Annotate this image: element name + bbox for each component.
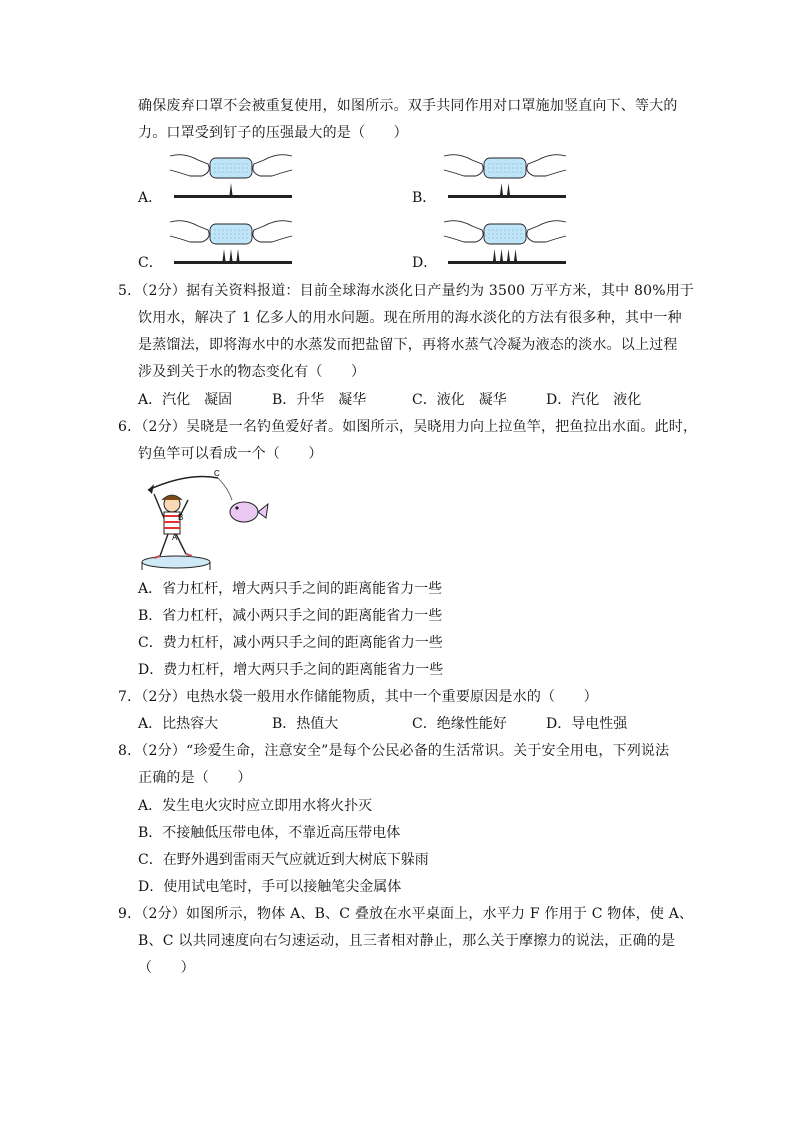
q5-option-a: A．汽化 凝固	[138, 392, 233, 408]
q8-option-c: C．在野外遇到雷雨天气应就近到大树底下躲雨	[138, 852, 429, 868]
q9-text-line-1: 9．（2分）如图所示，物体 A、B、C 叠放在水平桌面上，水平力 F 作用于 C 物体，使 A、	[118, 906, 694, 922]
q9-text-line-2: B、C 以共同速度向右匀速运动，且三者相对静止，那么关于摩擦力的说法，正确的是	[138, 933, 676, 949]
right-hand	[253, 221, 292, 242]
mask-figure-c	[170, 216, 300, 268]
q6-option-c: C．费力杠杆，减小两只手之间的距离能省力一些	[138, 635, 443, 651]
nail	[507, 249, 510, 261]
q4-option-b-label: B．	[412, 190, 437, 206]
q5-option-b: B．升华 凝华	[272, 392, 367, 408]
q4-option-a-label: A．	[138, 190, 163, 206]
nail	[230, 183, 233, 195]
q9-text-line-3: （ ）	[138, 960, 195, 976]
q6-text-line-2: 钓鱼竿可以看成一个（ ）	[138, 446, 323, 462]
q6-text-line-1: 6．（2分）吴晓是一名钓鱼爱好者。如图所示，吴晓用力向上拉鱼竿，把鱼拉出水面。此时，	[118, 419, 698, 435]
nail	[507, 183, 510, 195]
q7-option-a: A．比热容大	[138, 716, 219, 732]
q6-option-b: B．省力杠杆，减小两只手之间的距离能省力一些	[138, 608, 443, 624]
q5-text-line-3: 是蒸馏法，即将海水中的水蒸发而把盐留下，再将水蒸气冷凝为液态的淡水。以上过程	[138, 337, 678, 353]
nail	[500, 183, 503, 195]
left-hand	[444, 155, 483, 176]
mask-figure-a	[170, 150, 300, 202]
q8-option-a: A．发生电火灾时应立即用水将火扑灭	[138, 798, 373, 814]
nail-board	[174, 261, 292, 264]
nail	[514, 249, 517, 261]
left-hand	[170, 221, 209, 242]
q4-text-line-1: 确保废弃口罩不会被重复使用，如图所示。双手共同作用对口罩施加竖直向下、等大的	[138, 98, 678, 114]
right-hand	[253, 155, 292, 176]
nail-board	[448, 195, 566, 198]
nail	[237, 249, 240, 261]
q6-option-a: A．省力杠杆，增大两只手之间的距离能省力一些	[138, 581, 443, 597]
fig-label-b: B	[178, 513, 184, 522]
fig-label-a: A	[172, 533, 178, 542]
nail-board	[174, 195, 292, 198]
fig-label-c: C	[214, 469, 220, 478]
q7-option-d: D．导电性强	[546, 716, 628, 732]
nail-board	[448, 261, 566, 264]
q5-text-line-1: 5．（2分）据有关资料报道：目前全球海水淡化日产量约为 3500 万平方米，其中 80%用于	[118, 283, 695, 299]
q4-option-c-label: C．	[138, 255, 163, 271]
q6-option-d: D．费力杠杆，增大两只手之间的距离能省力一些	[138, 662, 444, 678]
q5-option-c: C．液化 凝华	[412, 392, 507, 408]
right-hand	[527, 221, 566, 242]
nail	[230, 249, 233, 261]
q5-text-line-4: 涉及到关于水的物态变化有（ ）	[138, 364, 366, 380]
q7-option-b: B．热值大	[272, 716, 339, 732]
q7-option-c: C．绝缘性能好	[412, 716, 507, 732]
q4-option-d-label: D．	[412, 255, 438, 271]
q8-text-line-2: 正确的是（ ）	[138, 770, 252, 786]
nail	[500, 249, 503, 261]
q5-option-d: D．汽化 液化	[546, 392, 642, 408]
mask-figure-b	[444, 150, 574, 202]
q7-text-line-1: 7．（2分）电热水袋一般用水作储能物质，其中一个重要原因是水的（ ）	[118, 689, 598, 705]
left-hand	[170, 155, 209, 176]
mask-figure-d	[444, 216, 574, 268]
q8-option-b: B．不接触低压带电体，不靠近高压带电体	[138, 825, 401, 841]
q4-text-line-2: 力。口罩受到钉子的压强最大的是（ ）	[138, 125, 408, 141]
nail	[493, 249, 496, 261]
right-hand	[527, 155, 566, 176]
nail	[223, 249, 226, 261]
q8-text-line-1: 8．（2分）“珍爱生命，注意安全”是每个公民必备的生活常识。关于安全用电，下列说法	[118, 743, 670, 759]
q8-option-d: D．使用试电笔时，手可以接触笔尖金属体	[138, 879, 402, 895]
left-hand	[444, 221, 483, 242]
fishing-figure	[138, 470, 268, 570]
q5-text-line-2: 饮用水，解决了 1 亿多人的用水问题。现在所用的海水淡化的方法有很多种，其中一种	[138, 310, 682, 326]
